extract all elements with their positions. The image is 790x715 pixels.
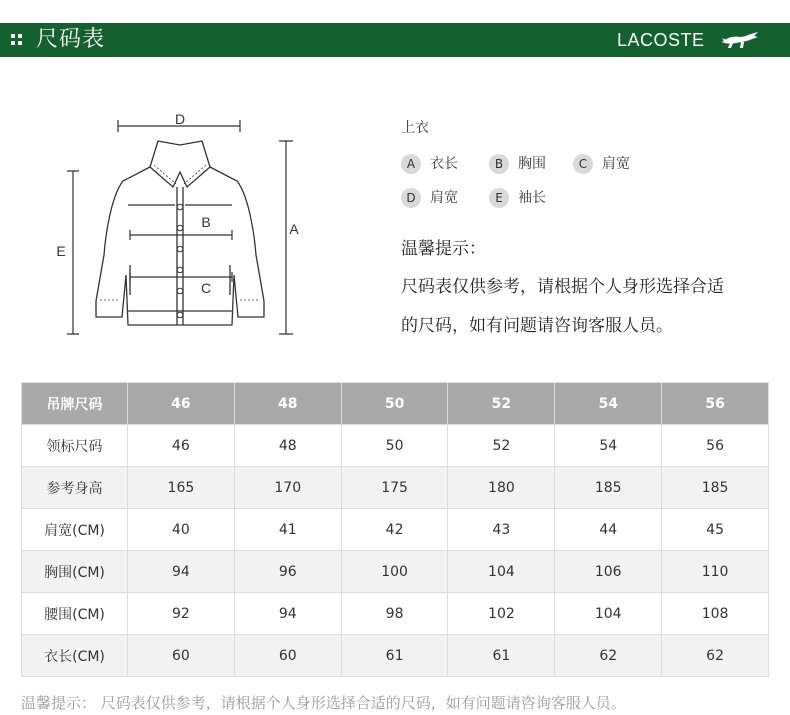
table-cell: 52 [448,425,555,467]
table-cell: 41 [234,509,341,551]
table-cell: 110 [662,551,769,593]
header-cell: 56 [662,383,769,425]
header-bar [0,23,790,57]
table-cell: 94 [234,593,341,635]
table-cell: 40 [128,509,235,551]
table-cell: 42 [341,509,448,551]
table-cell: 56 [662,425,769,467]
table-cell: 104 [448,551,555,593]
tip-title: 温馨提示： [401,239,486,259]
table-cell: 165 [128,467,235,509]
brand-name: LACOSTE [617,30,705,50]
table-cell: 54 [555,425,662,467]
label-c: C [200,280,212,296]
footer-note: 温馨提示： 尺码表仅供参考，请根据个人身形选择合适的尺码，如有问题请咨询客服人员。 [21,694,626,712]
section-title: 上衣 [401,120,429,136]
legend-item-a: A 衣长 [401,153,458,175]
tip-text [401,268,781,346]
table-cell: 106 [555,551,662,593]
header-cell: 54 [555,383,662,425]
table-cell: 43 [448,509,555,551]
table-cell: 175 [341,467,448,509]
header-cell: 46 [128,383,235,425]
row-label: 衣长(CM) [22,635,128,677]
table-cell: 170 [234,467,341,509]
row-label: 领标尺码 [22,425,128,467]
table-cell: 100 [341,551,448,593]
legend-item-b: B 胸围 [489,153,546,175]
table-cell: 104 [555,593,662,635]
legend-item-d: D 肩宽 [401,187,458,209]
tip-line-1: 尺码表仅供参考，请根据个人身形选择合适 [401,277,724,297]
table-cell: 94 [128,551,235,593]
table-cell: 62 [555,635,662,677]
table-cell: 98 [341,593,448,635]
row-label: 胸围(CM) [22,551,128,593]
header-cell: 52 [448,383,555,425]
table-header-row [22,383,769,425]
header-cell: 吊牌尺码 [22,383,128,425]
table-cell: 61 [341,635,448,677]
page-title: 尺码表 [36,27,106,52]
table-cell: 60 [128,635,235,677]
table-row [22,635,769,677]
header-cell: 50 [341,383,448,425]
tip-line-2: 的尺码，如有问题请咨询客服人员。 [401,316,673,336]
row-label: 腰围(CM) [22,593,128,635]
header-cell: 48 [234,383,341,425]
table-cell: 46 [128,425,235,467]
label-a: A [289,221,299,237]
table-row [22,593,769,635]
table-cell: 61 [448,635,555,677]
grid-icon [11,34,22,46]
table-row [22,425,769,467]
table-row [22,551,769,593]
legend-item-e: E 袖长 [489,187,546,209]
table-cell: 62 [662,635,769,677]
table-cell: 108 [662,593,769,635]
table-cell: 102 [448,593,555,635]
table-row [22,509,769,551]
jacket-diagram [50,105,310,345]
table-cell: 180 [448,467,555,509]
table-cell: 92 [128,593,235,635]
crocodile-icon [720,28,760,52]
table-cell: 60 [234,635,341,677]
row-label: 参考身高 [22,467,128,509]
label-e: E [56,243,66,259]
table-cell: 48 [234,425,341,467]
table-cell: 96 [234,551,341,593]
label-b: B [201,214,211,230]
row-label: 肩宽(CM) [22,509,128,551]
table-row [22,467,769,509]
table-cell: 45 [662,509,769,551]
table-cell: 50 [341,425,448,467]
table-cell: 185 [555,467,662,509]
table-cell: 185 [662,467,769,509]
table-cell: 44 [555,509,662,551]
legend-item-c: C 肩宽 [573,153,630,175]
label-d: D [174,111,186,127]
size-table [21,382,769,677]
